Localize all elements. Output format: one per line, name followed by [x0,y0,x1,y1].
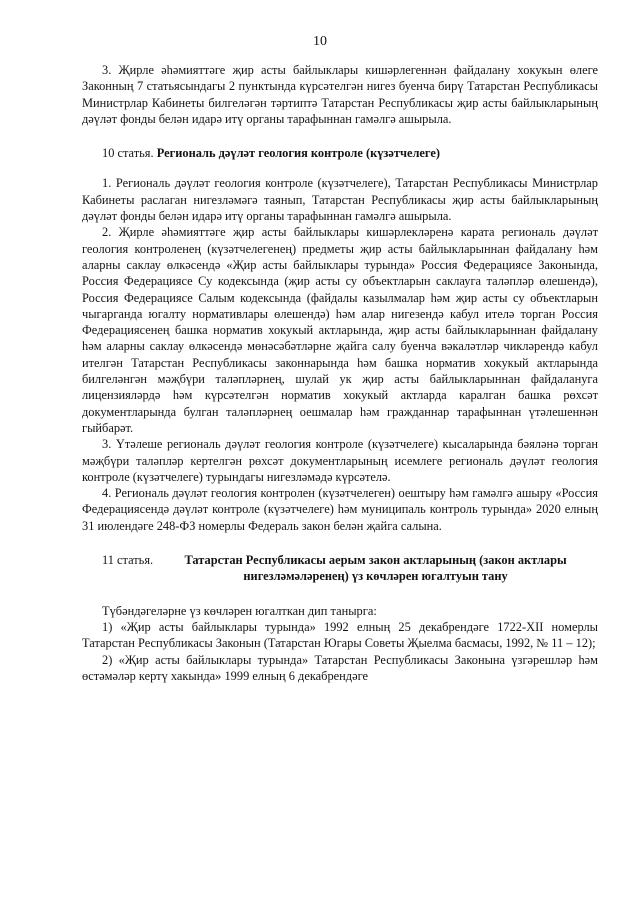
article11-item-2: 2) «Җир асты байлыклары турында» Татарстан Республикасы Законына үзгәрешләр һәм өстәмәләр кертү хакында» 1999 елның 6 декабрендәге [82,652,598,683]
article10-paragraph-2: 2. Җирле әһәмияттәге җир асты байлыклары кишәрлекләренә карата региональ дәүләт геология контроленең (күзәтчелегенең) предметы җир асты байлыкларыннан файдалану һәм аларны саклау өлкәсендә «Җир асты байлыклары турында» Россия Федерациясе Законында, Россия Федерациясе Су кодексында (җир асты су объектларын саклауга таләпләр өлешендә), Россия Федерациясе Салым кодексында (файдалы казылмалар һәм җир асты су объектларын чыгарганда югалту нормативлары өлешендә) һәм алар нигезендә кабул ителә торган Россия Федерациясенең башка норматив хокукый актларында, җир асты байлыкларыннан файдалану һәм аларны саклау өлкәсендә мөнәсәбәтләрне җайга салу буенча вәкаләтләр чикләрендә кабул ителгән Татарстан Республикасы законнарында һәм башка норматив хокукый актларында билгеләнгән мәҗбүри таләпләрнең, шулай ук җир асты байлыкларыннан файдалануга лицензияләрдә һәм күрсәтелгән норматив хокукый актларда каралган башка рөхсәт документларында булган таләпләрнең оешмалар һәм гражданнар тарафыннан үтәлешеннән гыйбарәт. [82,225,598,435]
page-number: 10 [313,34,327,49]
article10-paragraph-3: 3. Үтәлеше региональ дәүләт геология контроле (күзәтчелеге) кысаларында бәяләнә торган мәҗбүри таләпләр кертелгән рөхсәт документларының исемлеге региональ дәүләт геология контроле (күзәтчелеге) турындагы нигезләмәдә күрсәтелә. [82,437,598,484]
article10-paragraph-1: 1. Региональ дәүләт геология контроле (күзәтчелеге), Татарстан Республикасы Министрлар Кабинеты раслаган нигезләмәгә таянып, Татарстан Республикасы җир асты байлыкларының дәүләт фонды белән идарә итү органы тарафыннан гамәлгә ашырыла. [82,176,598,224]
article11-item-1: 1) «Җир асты байлыклары турында» 1992 елның 25 декабрендәге 1722-XII номерлы Татарстан Республикасы Законын (Татарстан Югары Советы Җыелма басмасы, 1992, № 11 – 12); [82,619,598,651]
article10-label: 10 статья. [102,146,154,161]
article10-title: Региональ дәүләт геология контроле (күзәтчелеге) [156,146,441,161]
article10-heading [82,145,598,161]
article9-paragraph-3: 3. Җирле әһәмияттәге җир асты байлыклары кишәрлегеннән файдалану хокукын өлеге Законның 7 статьясындагы 2 пунктында күрсәтелгән нигез буенча бирү Татарстан Республикасы Министрлар Кабинеты билгеләгән тәртиптә Татарстан Республикасы җир асты байлыкларының дәүләт фонды белән идарә итү органы тарафыннан гамәлгә ашырыла. [82,63,598,126]
document-body [82,62,598,684]
article10-paragraph-4: 4. Региональ дәүләт геология контролен (күзәтчелеген) оештыру һәм гамәлгә ашыру «Россия Федерациясендә дәүләт контроле (күзәтчелеге) һәм муниципаль контроль турында» 2020 елның 31 июлендәге 248-ФЗ номерлы Федераль закон белән җайга салына. [82,486,598,533]
article11-heading [82,552,598,585]
article11-intro: Түбәндәгеләрне үз көчләрен югалткан дип танырга: [102,603,377,618]
article11-label: 11 статья. [102,553,154,568]
article11-title: Татарстан Республикасы аерым закон актларының (закон актлары нигезләмәләренең) үз көчләрен югалтуын тану [184,553,567,584]
